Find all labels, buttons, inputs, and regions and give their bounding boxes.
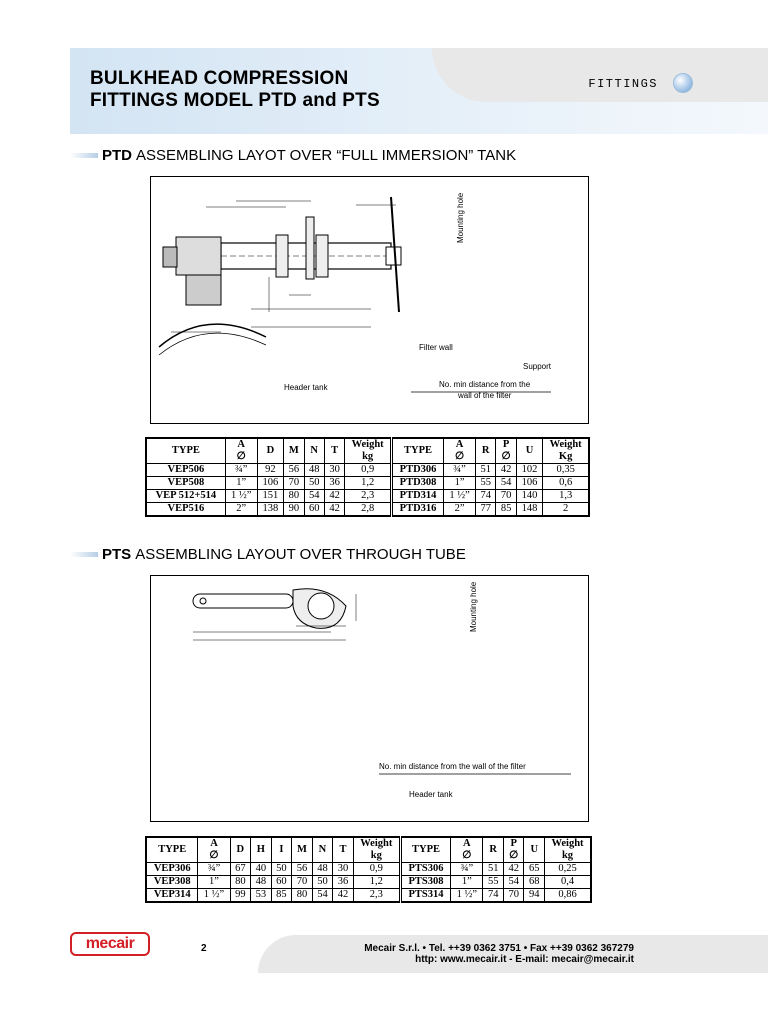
pts-table-cell: 40 <box>251 863 272 876</box>
ptd-table-cell: 138 <box>257 503 283 517</box>
ptd-table-cell: 0,6 <box>543 477 589 490</box>
ptd-column-header: TYPE <box>146 438 225 464</box>
pts-column-header: TYPE <box>146 837 198 863</box>
pts-table-cell: 0,4 <box>545 876 591 889</box>
pts-table-cell: 0,86 <box>545 889 591 903</box>
ptd-column-header: T <box>324 438 344 464</box>
pts-column-header: T <box>333 837 354 863</box>
pts-column-header: N <box>312 837 333 863</box>
pts-table-cell: 42 <box>333 889 354 903</box>
pts-table-cell: VEP308 <box>146 876 198 889</box>
ptd-table-cell: 2 <box>543 503 589 517</box>
pts-table-cell: ¾” <box>451 863 483 876</box>
pts-mounting-hole-label: Mounting hole <box>469 581 478 632</box>
ptd-column-header: TYPE <box>391 438 443 464</box>
pts-table-cell: PTS306 <box>400 863 450 876</box>
logo-text: mecair <box>85 935 135 952</box>
pts-table-row <box>146 876 591 889</box>
footer-web: http: www.mecair.it - E-mail: mecair@mecair.it <box>415 954 634 965</box>
pts-table-cell: 50 <box>271 863 292 876</box>
section-bullet-icon <box>673 73 693 93</box>
ptd-table-cell: PTD308 <box>391 477 443 490</box>
ptd-table-cell: 80 <box>284 490 304 503</box>
ptd-table-cell: 1 ½” <box>444 490 476 503</box>
pts-table-cell: 42 <box>503 863 524 876</box>
ptd-table-cell: 50 <box>304 477 324 490</box>
pts-column-header: H <box>251 837 272 863</box>
pts-table-cell: 94 <box>524 889 545 903</box>
pts-technical-drawing <box>151 576 588 821</box>
pts-column-header: I <box>271 837 292 863</box>
ptd-table-cell: 151 <box>257 490 283 503</box>
pts-spec-table <box>145 836 592 903</box>
ptd-support-label: Support <box>523 362 552 371</box>
header-tab <box>432 48 768 102</box>
ptd-table-cell: 56 <box>284 464 304 477</box>
mecair-logo[interactable] <box>70 932 150 956</box>
ptd-table-cell: 60 <box>304 503 324 517</box>
ptd-table-cell: VEP508 <box>146 477 225 490</box>
pts-table-cell: 70 <box>503 889 524 903</box>
ptd-table-cell: VEP516 <box>146 503 225 517</box>
pts-table-cell: 99 <box>230 889 251 903</box>
page-number: 2 <box>201 943 207 954</box>
ptd-table-cell: 102 <box>516 464 542 477</box>
pts-heading <box>70 546 466 563</box>
ptd-table-cell: 36 <box>324 477 344 490</box>
pts-table-cell: PTS308 <box>400 876 450 889</box>
ptd-table-cell: VEP506 <box>146 464 225 477</box>
pts-column-header: D <box>230 837 251 863</box>
pts-table-cell: 80 <box>292 889 313 903</box>
ptd-table-cell: 2” <box>444 503 476 517</box>
pts-table-cell: 74 <box>483 889 504 903</box>
ptd-table-cell: 1,3 <box>543 490 589 503</box>
ptd-table-cell: 0,35 <box>543 464 589 477</box>
pts-drawing <box>150 575 589 822</box>
ptd-column-header: N <box>304 438 324 464</box>
pts-table-cell: 65 <box>524 863 545 876</box>
ptd-table-cell: 42 <box>496 464 516 477</box>
pts-table-cell: 68 <box>524 876 545 889</box>
ptd-table-row <box>146 477 589 490</box>
ptd-table-cell: 2” <box>225 503 257 517</box>
pts-table-cell: 30 <box>333 863 354 876</box>
pts-table-cell: 56 <box>292 863 313 876</box>
ptd-column-header: M <box>284 438 304 464</box>
pts-table-cell: 51 <box>483 863 504 876</box>
ptd-column-header: P ∅ <box>496 438 516 464</box>
ptd-table-cell: 1 ½” <box>225 490 257 503</box>
ptd-header-tank-label: Header tank <box>284 383 328 392</box>
pts-column-header: P ∅ <box>503 837 524 863</box>
pts-table-cell: 54 <box>312 889 333 903</box>
ptd-column-header: A ∅ <box>225 438 257 464</box>
pts-column-header: TYPE <box>400 837 450 863</box>
ptd-table-cell: 77 <box>476 503 496 517</box>
ptd-column-header: Weight kg <box>345 438 392 464</box>
ptd-table-row <box>146 503 589 517</box>
ptd-table-cell: ¾” <box>225 464 257 477</box>
pts-table-cell: 67 <box>230 863 251 876</box>
pts-heading-text: ASSEMBLING LAYOUT OVER THROUGH TUBE <box>135 546 466 563</box>
page-title-line1: BULKHEAD COMPRESSION <box>90 68 349 89</box>
ptd-table-cell: 85 <box>496 503 516 517</box>
pts-column-header: M <box>292 837 313 863</box>
heading-bar-icon <box>70 552 98 557</box>
ptd-table-cell: 54 <box>496 477 516 490</box>
ptd-table-cell: 30 <box>324 464 344 477</box>
page-title-line2: FITTINGS MODEL PTD and PTS <box>90 90 380 111</box>
ptd-min-distance-line2: wall of the filter <box>458 391 512 400</box>
ptd-table-cell: 74 <box>476 490 496 503</box>
pts-table-cell: VEP314 <box>146 889 198 903</box>
ptd-min-distance-line1: No. min distance from the <box>439 380 531 389</box>
ptd-table-cell: 0,9 <box>345 464 392 477</box>
ptd-table-cell: 42 <box>324 503 344 517</box>
pts-table-cell: 1,2 <box>353 876 400 889</box>
ptd-column-header: R <box>476 438 496 464</box>
ptd-table-cell: PTD314 <box>391 490 443 503</box>
ptd-table-cell: 1” <box>225 477 257 490</box>
pts-heading-code: PTS <box>102 546 132 563</box>
ptd-table-cell: 148 <box>516 503 542 517</box>
pts-table-cell: 60 <box>271 876 292 889</box>
ptd-spec-table <box>145 437 590 517</box>
ptd-table-cell: 106 <box>257 477 283 490</box>
pts-header-tank-label: Header tank <box>409 790 453 799</box>
ptd-table-cell: 1,2 <box>345 477 392 490</box>
pts-column-header: A ∅ <box>451 837 483 863</box>
pts-table-cell: 48 <box>312 863 333 876</box>
pts-table-cell: 48 <box>251 876 272 889</box>
pts-table-row <box>146 889 591 903</box>
pts-table-cell: 1 ½” <box>451 889 483 903</box>
ptd-heading <box>70 147 516 164</box>
ptd-column-header: Weight Kg <box>543 438 589 464</box>
ptd-column-header: D <box>257 438 283 464</box>
pts-column-header: Weight kg <box>353 837 400 863</box>
pts-table-cell: 36 <box>333 876 354 889</box>
section-label: FITTINGS <box>588 77 658 91</box>
ptd-table-cell: 2,3 <box>345 490 392 503</box>
ptd-table-cell: 92 <box>257 464 283 477</box>
ptd-table-cell: PTD306 <box>391 464 443 477</box>
pts-table-cell: 1” <box>198 876 230 889</box>
ptd-table-row <box>146 490 589 503</box>
ptd-column-header: U <box>516 438 542 464</box>
pts-table-cell: 55 <box>483 876 504 889</box>
ptd-table-cell: 140 <box>516 490 542 503</box>
ptd-column-header: A ∅ <box>444 438 476 464</box>
ptd-table-cell: 48 <box>304 464 324 477</box>
ptd-table-cell: 2,8 <box>345 503 392 517</box>
pts-table-cell: 85 <box>271 889 292 903</box>
ptd-table-cell: VEP 512+514 <box>146 490 225 503</box>
pts-column-header: A ∅ <box>198 837 230 863</box>
ptd-heading-text: ASSEMBLING LAYOT OVER “FULL IMMERSION” TANK <box>136 147 517 164</box>
pts-table-cell: 1” <box>451 876 483 889</box>
ptd-table-cell: 54 <box>304 490 324 503</box>
ptd-table-cell: 70 <box>496 490 516 503</box>
ptd-table-cell: 90 <box>284 503 304 517</box>
pts-column-header: U <box>524 837 545 863</box>
pts-table-cell: ¾” <box>198 863 230 876</box>
pts-table-cell: 0,25 <box>545 863 591 876</box>
ptd-table-cell: 51 <box>476 464 496 477</box>
ptd-drawing <box>150 176 589 424</box>
pts-table-cell: 50 <box>312 876 333 889</box>
pts-table-row <box>146 863 591 876</box>
pts-table-cell: 80 <box>230 876 251 889</box>
ptd-heading-code: PTD <box>102 147 132 164</box>
ptd-table-row <box>146 464 589 477</box>
pts-table-cell: PTS314 <box>400 889 450 903</box>
ptd-table-cell: 42 <box>324 490 344 503</box>
pts-table-cell: 2,3 <box>353 889 400 903</box>
ptd-table-cell: 70 <box>284 477 304 490</box>
ptd-table-cell: 55 <box>476 477 496 490</box>
ptd-table-cell: 1” <box>444 477 476 490</box>
pts-table-cell: 53 <box>251 889 272 903</box>
pts-table-cell: 0,9 <box>353 863 400 876</box>
footer-contact: Mecair S.r.l. • Tel. ++39 0362 3751 • Fax ++39 0362 367279 <box>364 943 634 954</box>
pts-table-cell: 70 <box>292 876 313 889</box>
heading-bar-icon <box>70 153 98 158</box>
pts-table-cell: VEP306 <box>146 863 198 876</box>
pts-column-header: R <box>483 837 504 863</box>
pts-table-cell: 1 ½” <box>198 889 230 903</box>
ptd-table-cell: ¾” <box>444 464 476 477</box>
ptd-table-cell: 106 <box>516 477 542 490</box>
pts-table-cell: 54 <box>503 876 524 889</box>
pts-min-distance-label: No. min distance from the wall of the filter <box>379 762 526 771</box>
ptd-mounting-hole-label: Mounting hole <box>456 192 465 243</box>
pts-column-header: Weight kg <box>545 837 591 863</box>
ptd-table-cell: PTD316 <box>391 503 443 517</box>
ptd-filter-wall-label: Filter wall <box>419 343 453 352</box>
